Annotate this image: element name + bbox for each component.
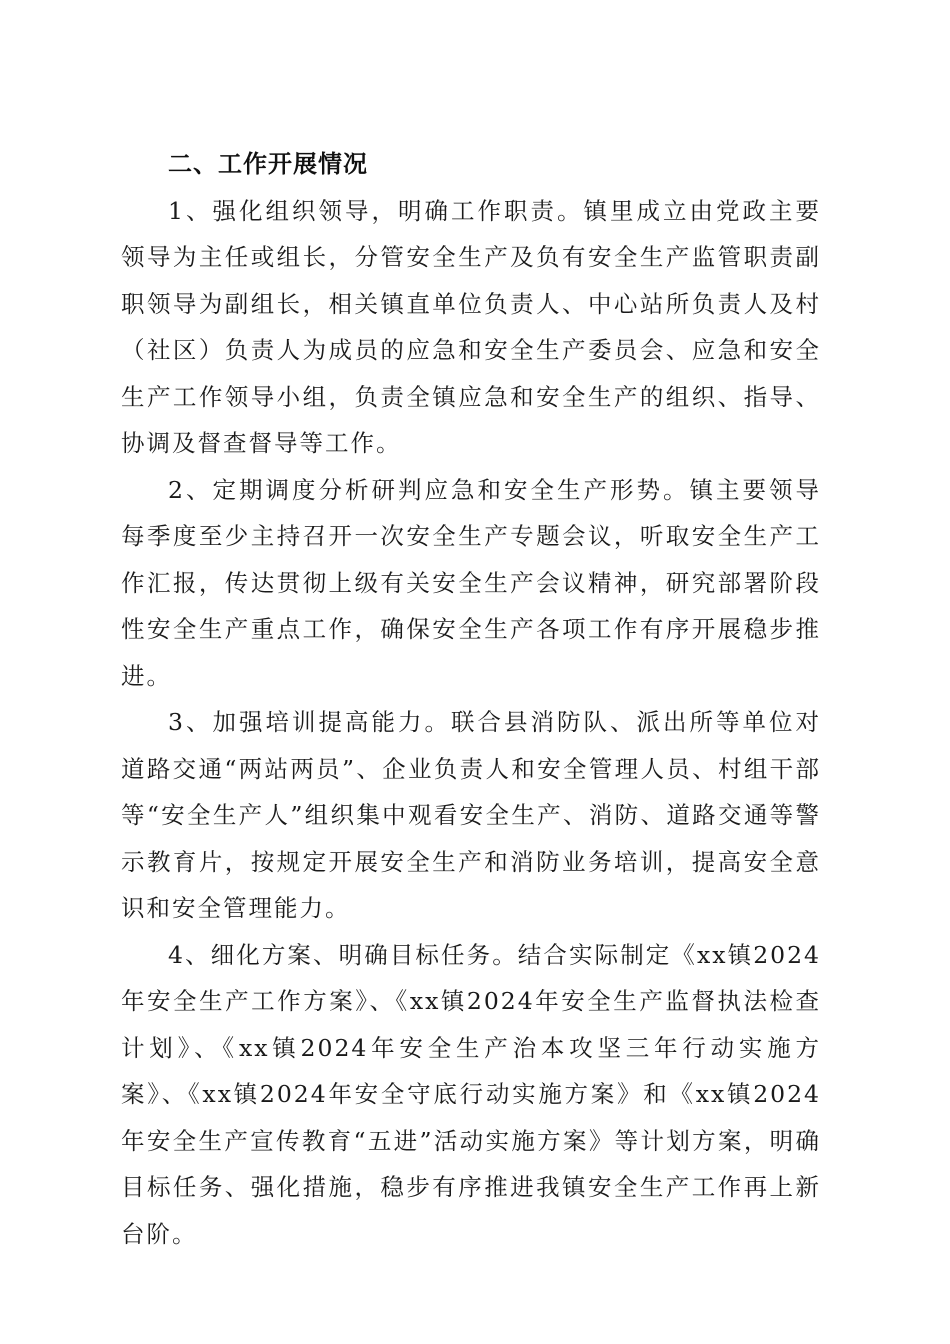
paragraph-plans-targets: 4、细化方案、明确目标任务。结合实际制定《xx镇2024年安全生产工作方案》、《xx镇2024年安全生产监督执法检查计划》、《xx镇2024年安全生产治本攻坚三年行动实施方案》、《xx镇2024年安全守底行动实施方案》和《xx镇2024年安全生产宣传教育“五进”活动实施方案》等计划方案，明确目标任务、强化措施，稳步有序推进我镇安全生产工作再上新台阶。 (121, 940, 821, 1248)
paragraph-organization-leadership: 1、强化组织领导，明确工作职责。镇里成立由党政主要领导为主任或组长，分管安全生产及负有安全生产监管职责副职领导为副组长，相关镇直单位负责人、中心站所负责人及村（社区）负责人为成员的应急和安全生产委员会、应急和安全生产工作领导小组，负责全镇应急和安全生产的组织、指导、协调及督查督导等工作。 (121, 196, 821, 457)
section-heading: 二、工作开展情况 (168, 150, 368, 178)
document-body (121, 141, 821, 1257)
paragraph-training: 3、加强培训提高能力。联合县消防队、派出所等单位对道路交通“两站两员”、企业负责人和安全管理人员、村组干部等“安全生产人”组织集中观看安全生产、消防、道路交通等警示教育片，按规定开展安全生产和消防业务培训，提高安全意识和安全管理能力。 (121, 708, 821, 922)
paragraph-regular-analysis: 2、定期调度分析研判应急和安全生产形势。镇主要领导每季度至少主持召开一次安全生产专题会议，听取安全生产工作汇报，传达贯彻上级有关安全生产会议精神，研究部署阶段性安全生产重点工作，确保安全生产各项工作有序开展稳步推进。 (121, 475, 821, 690)
